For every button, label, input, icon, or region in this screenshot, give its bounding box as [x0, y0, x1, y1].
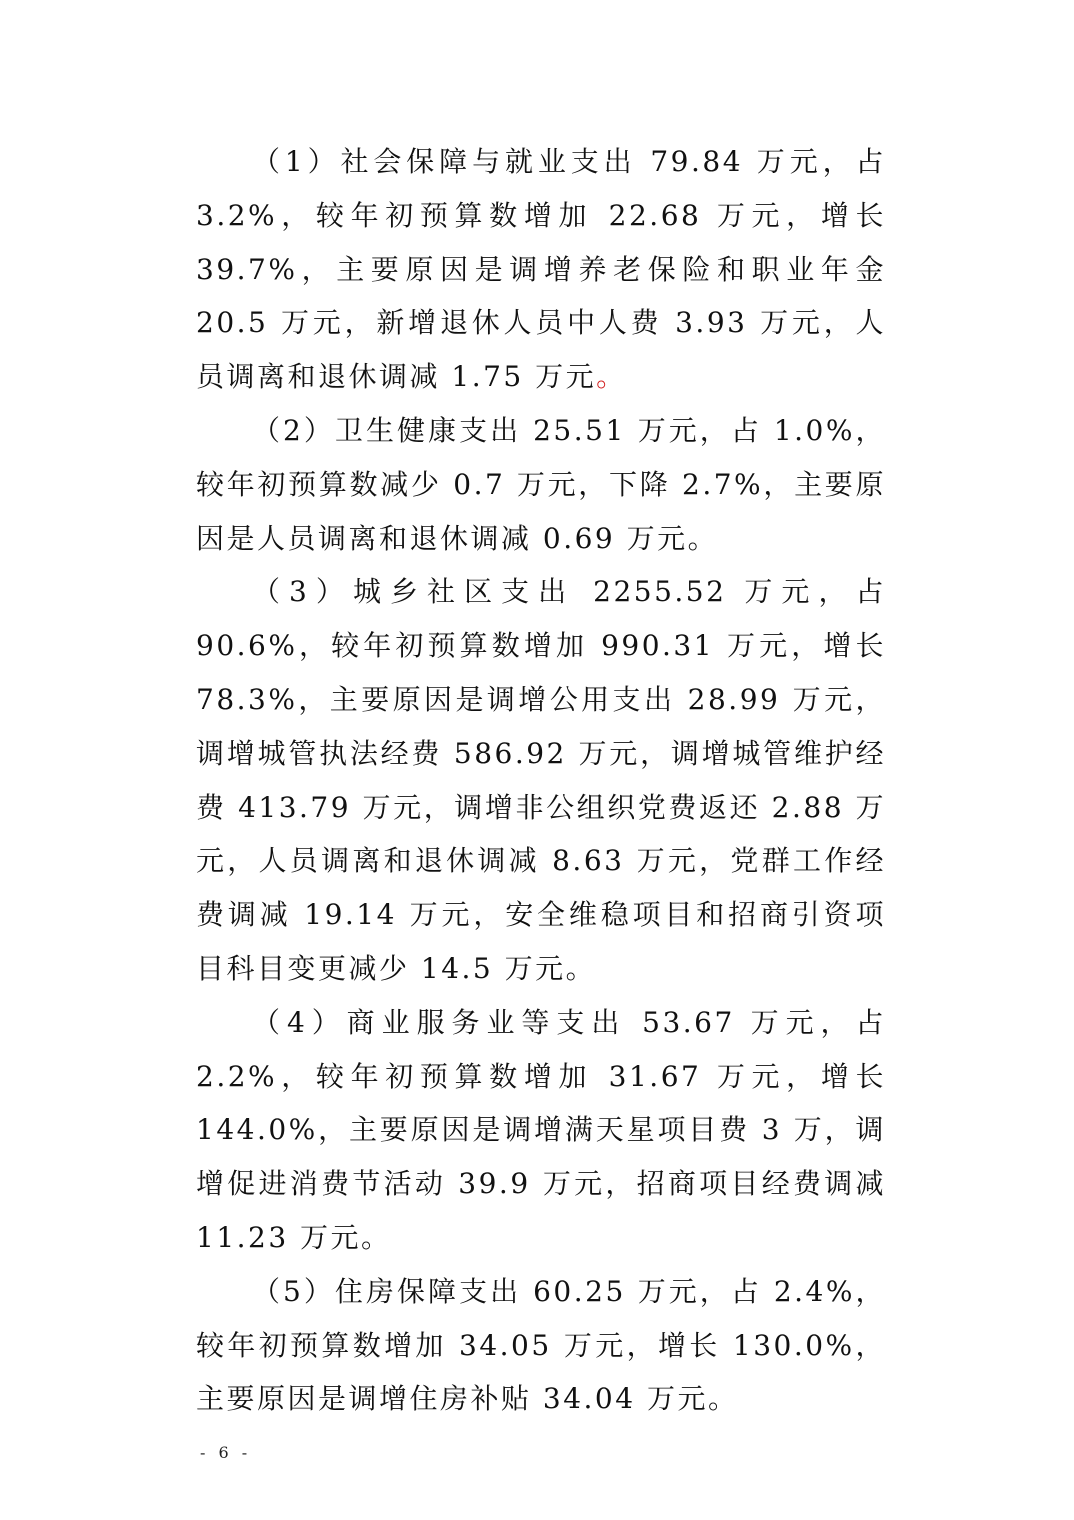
- paragraph-1-text: （1）社会保障与就业支出 79.84 万元，占 3.2%，较年初预算数增加 22.68 万元，增长 39.7%，主要原因是调增养老保险和职业年金 20.5 万元，新增退休人员中人费 3.93 万元，人员调离和退休调减 1.75 万元: [196, 145, 886, 394]
- paragraph-1-end-mark: 。: [596, 360, 627, 394]
- paragraph-social-security: [196, 135, 886, 404]
- page-number: - 6 -: [200, 1443, 252, 1462]
- paragraph-housing: （5）住房保障支出 60.25 万元，占 2.4%，较年初预算数增加 34.05 万元，增长 130.0%，主要原因是调增住房补贴 34.04 万元。: [196, 1274, 886, 1416]
- paragraph-commercial-services: （4）商业服务业等支出 53.67 万元，占 2.2%，较年初预算数增加 31.67 万元，增长 144.0%，主要原因是调增满天星项目费 3 万，调增促进消费节活动 39.9 万元，招商项目经费调减 11.23 万元。: [196, 1005, 886, 1254]
- document-body: [196, 135, 886, 1426]
- paragraph-health: （2）卫生健康支出 25.51 万元，占 1.0%，较年初预算数减少 0.7 万元，下降 2.7%，主要原因是人员调离和退休调减 0.69 万元。: [196, 413, 886, 555]
- paragraph-urban-rural-community: （3）城乡社区支出 2255.52 万元，占 90.6%，较年初预算数增加 990.31 万元，增长 78.3%，主要原因是调增公用支出 28.99 万元，调增城管执法经费 586.92 万元，调增城管维护经费 413.79 万元，调增非公组织党费返还 2.88 万元，人员调离和退休调减 8.63 万元，党群工作经费调减 19.14 万元，安全维稳项目和招商引资项目科目变更减少 14.5 万元。: [196, 575, 886, 985]
